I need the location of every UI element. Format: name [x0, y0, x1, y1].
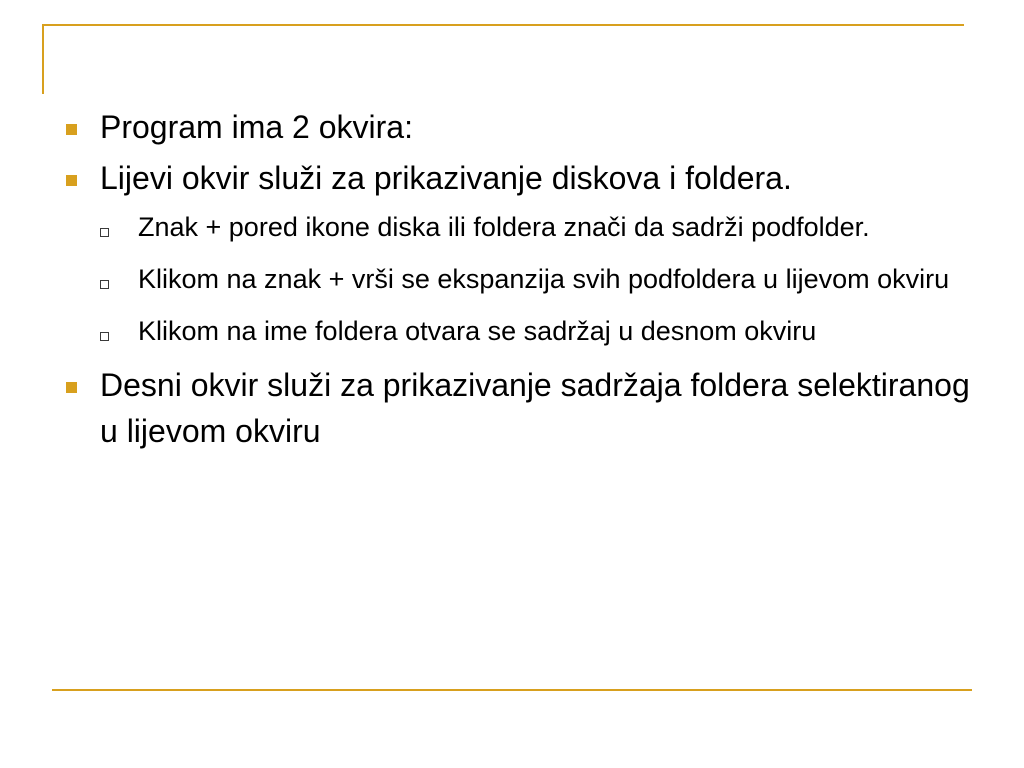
square-bullet-icon: [66, 124, 77, 135]
sub-bullet-item: [100, 258, 982, 300]
bullet-item: [62, 155, 982, 201]
sub-bullet-item: [100, 310, 982, 352]
slide-content: [62, 104, 982, 459]
square-bullet-icon: [66, 175, 77, 186]
sub-bullet-item: [100, 206, 982, 248]
hollow-square-bullet-icon: [100, 280, 109, 289]
bullet-text: Lijevi okvir služi za prikazivanje diskova i foldera.: [100, 160, 792, 196]
hollow-square-bullet-icon: [100, 228, 109, 237]
sub-bullet-text: Klikom na znak + vrši se ekspanzija svih podfoldera u lijevom okviru: [138, 264, 950, 294]
top-accent-line: [42, 24, 964, 26]
bullet-text: Program ima 2 okvira:: [100, 109, 413, 145]
sub-bullet-text: Klikom na ime foldera otvara se sadržaj u desnom okviru: [138, 316, 817, 346]
sub-bullet-text: Znak + pored ikone diska ili foldera znači da sadrži podfolder.: [138, 212, 870, 242]
square-bullet-icon: [66, 382, 77, 393]
hollow-square-bullet-icon: [100, 332, 109, 341]
bottom-accent-line: [52, 689, 972, 691]
left-accent-line: [42, 24, 44, 94]
bullet-item: [62, 104, 982, 150]
bullet-item: [62, 362, 982, 454]
bullet-text: Desni okvir služi za prikazivanje sadržaja foldera selektiranog u lijevom okviru: [100, 367, 970, 449]
